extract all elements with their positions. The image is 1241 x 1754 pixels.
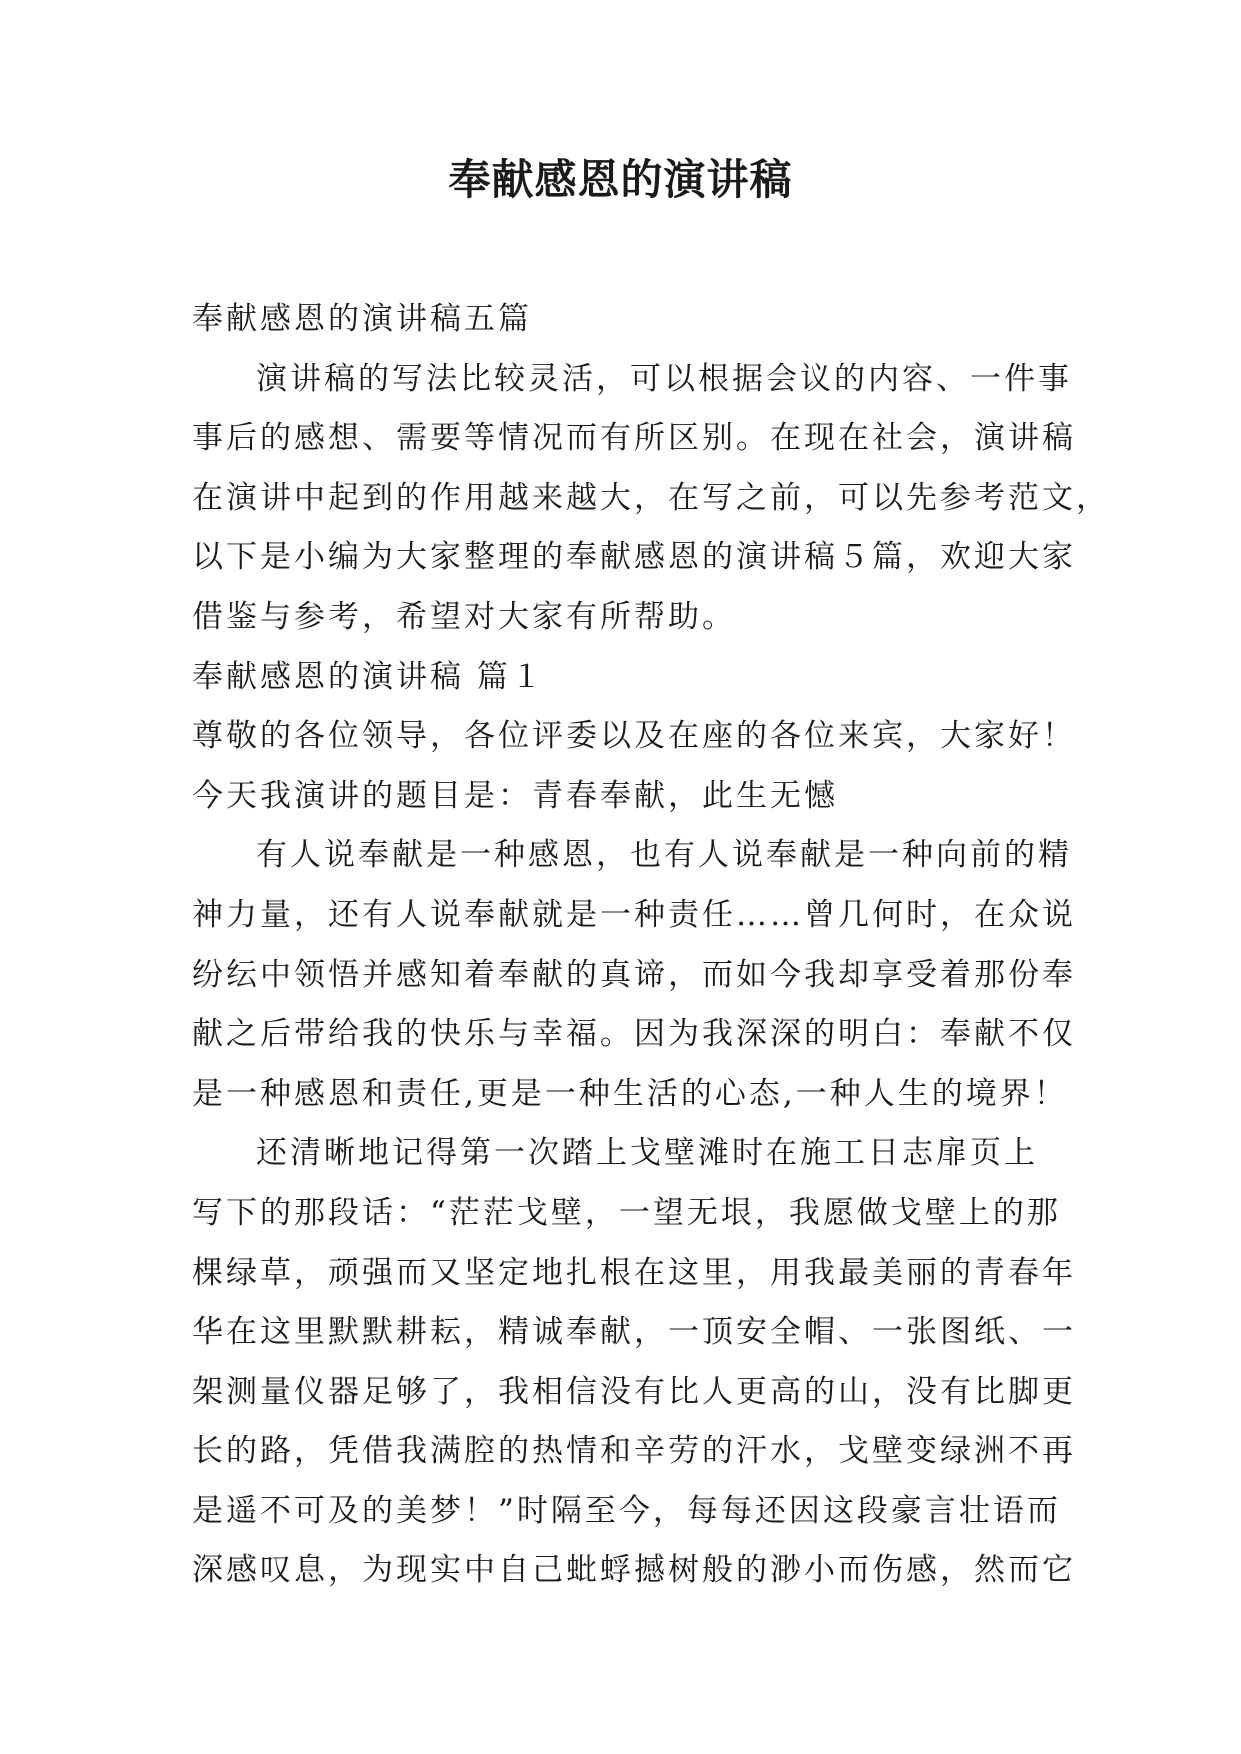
paragraph-line: 纷纭中领悟并感知着奉献的真谛，而如今我却享受着那份奉 (192, 956, 1076, 993)
paragraph-line: 架测量仪器足够了，我相信没有比人更高的山，没有比脚更 (192, 1373, 1076, 1410)
paragraph-line: 演讲稿的写法比较灵活，可以根据会议的内容、一件事 (256, 360, 1072, 397)
paragraph-line: 事后的感想、需要等情况而有所区别。在现在社会，演讲稿 (192, 420, 1076, 457)
paragraph-line: 神力量，还有人说奉献就是一种责任……曾几何时，在众说 (192, 896, 1076, 933)
document-title: 奉献感恩的演讲稿 (448, 155, 793, 204)
section-heading-line: 奉献感恩的演讲稿 篇１ (192, 658, 545, 695)
paragraph-line: 借鉴与参考，希望对大家有所帮助。 (192, 598, 736, 635)
paragraph-line: 棵绿草，顽强而又坚定地扎根在这里，用我最美丽的青春年 (192, 1254, 1076, 1291)
paragraph-line: 今天我演讲的题目是：青春奉献，此生无憾 (192, 777, 838, 814)
paragraph-line: 是遥不可及的美梦！”时隔至今，每每还因这段豪言壮语而 (192, 1492, 1061, 1529)
paragraph-line: 深感叹息，为现实中自己蚍蜉撼树般的渺小而伤感，然而它 (192, 1552, 1076, 1589)
paragraph-line: 还清晰地记得第一次踏上戈壁滩时在施工日志扉页上 (256, 1135, 1038, 1172)
paragraph-line: 写下的那段话：“茫茫戈壁，一望无垠，我愿做戈壁上的那 (192, 1194, 1061, 1231)
document-body (192, 290, 1110, 1601)
paragraph-line: 献之后带给我的快乐与幸福。因为我深深的明白：奉献不仅 (192, 1016, 1076, 1053)
paragraph-line: 有人说奉献是一种感恩，也有人说奉献是一种向前的精 (256, 837, 1072, 874)
paragraph-line: 华在这里默默耕耘，精诚奉献，一顶安全帽、一张图纸、一 (192, 1314, 1076, 1351)
paragraph-line: 长的路，凭借我满腔的热情和辛劳的汗水，戈壁变绿洲不再 (192, 1433, 1076, 1470)
paragraph-line: 在演讲中起到的作用越来越大，在写之前，可以先参考范文， (192, 479, 1110, 516)
paragraph-line: 以下是小编为大家整理的奉献感恩的演讲稿５篇，欢迎大家 (192, 539, 1076, 576)
paragraph-line: 是一种感恩和责任,更是一种生活的心态,一种人生的境界！ (192, 1075, 1068, 1112)
paragraph-line: 尊敬的各位领导，各位评委以及在座的各位来宾，大家好！ (192, 718, 1076, 755)
subtitle-line: 奉献感恩的演讲稿五篇 (192, 301, 532, 337)
